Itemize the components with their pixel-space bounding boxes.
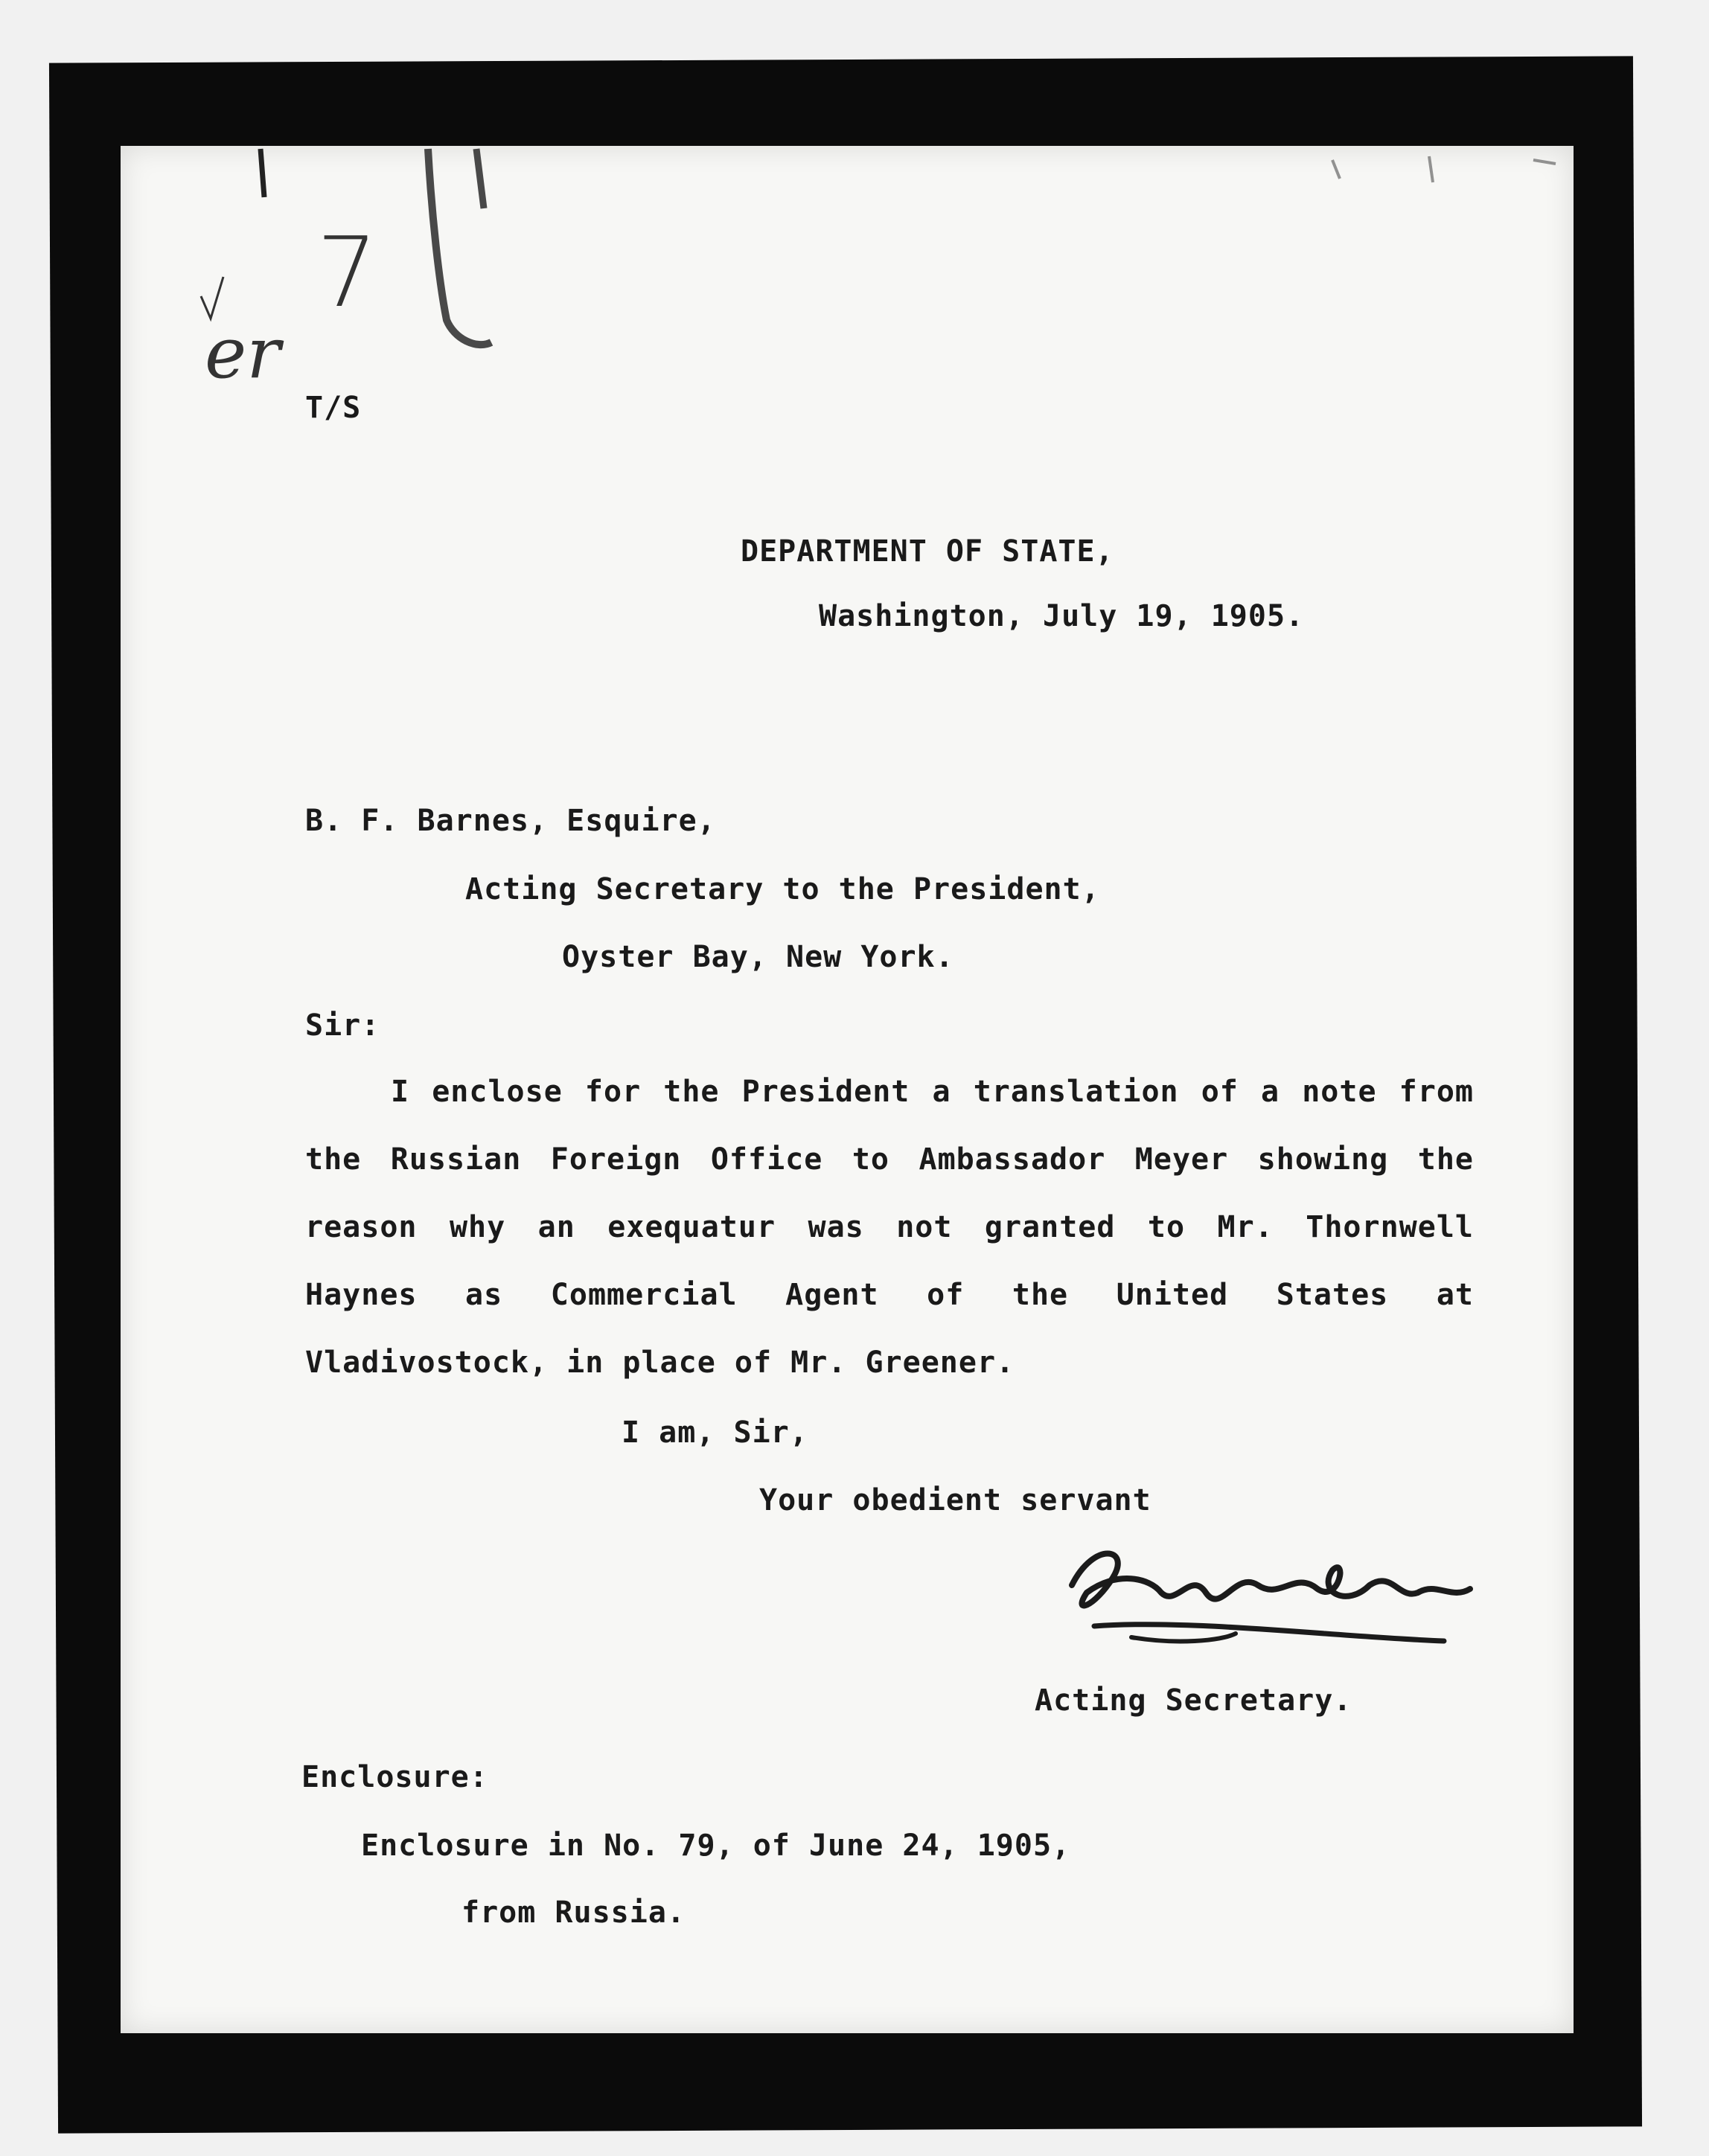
letter-body: I enclose for the President a translation of a note from the Russian Foreign Office to Ambassador Meyer showing the reason why an exequatur was not granted to Mr. Thornwell Haynes as Commercial Agent of the United States at Vladivostock, in place of Mr. Greener. (305, 1075, 1474, 1380)
letterhead-place-date: Washington, July 19, 1905. (819, 599, 1305, 633)
closing-line-1: I am, Sir, (622, 1416, 808, 1450)
signature-title: Acting Secretary. (1035, 1683, 1352, 1718)
addressee-name: B. F. Barnes, Esquire, (305, 804, 716, 838)
salutation: Sir: (305, 1008, 380, 1043)
handwritten-number-annotation: 7 (316, 216, 378, 329)
addressee-location: Oyster Bay, New York. (562, 940, 954, 974)
letterhead-department: DEPARTMENT OF STATE, (741, 534, 1114, 569)
enclosure-line-1: Enclosure in No. 79, of June 24, 1905, (361, 1829, 1071, 1863)
addressee-title: Acting Secretary to the President, (465, 872, 1100, 906)
enclosure-heading: Enclosure: (301, 1760, 488, 1794)
handwritten-initials-annotation: er (205, 313, 281, 394)
closing-line-2: Your obedient servant (759, 1483, 1151, 1517)
file-mark: T/S (305, 391, 362, 425)
enclosure-line-2: from Russia. (461, 1896, 686, 1930)
